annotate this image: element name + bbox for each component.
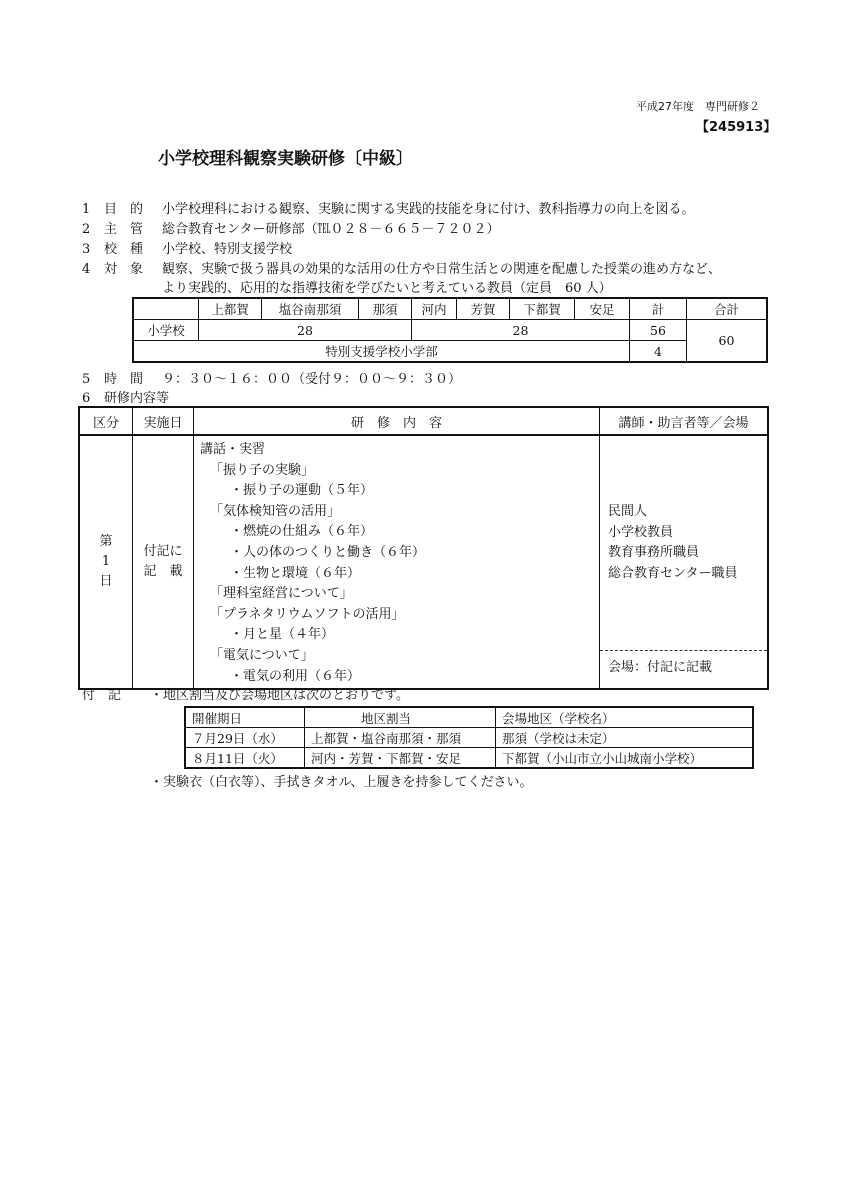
item-text: 小学校理科における観察、実験に関する実践的技能を身に付け、教科指導力の向上を図る。 [162,202,695,217]
venue-header-row [185,707,753,728]
venue-location: 下都賀（小山市立小山城南小学校） [496,748,754,769]
quota-total: 60 [687,320,768,363]
quota-header: 安足 [575,298,630,320]
date-line: 記 載 [143,564,183,579]
item-target [82,258,721,277]
item-number: 6 [82,391,91,406]
content-line: 「理科室経営について」 [210,586,353,602]
content-line: ・人の体のつくりと働き（６年） [230,544,426,560]
item-purpose [82,198,694,217]
notes-line2: ・実験衣（白衣等）、手拭きタオル、上履きを持参してください。 [150,775,533,790]
day-char: 第 [99,534,113,549]
item-organizer [82,218,499,237]
content-line: ・燃焼の仕組み（６年） [230,524,374,540]
venue-date: ７月29日（水） [185,728,305,748]
venue-districts: 河内・芳賀・下都賀・安足 [305,748,496,769]
header-date: 実施日 [133,407,194,435]
day-label [79,435,133,689]
lecturer-list [608,502,737,584]
quota-header: 塩谷南那須 [262,298,359,320]
quota-row2-label: 特別支援学校小学部 [133,341,630,363]
item-label: 主 管 [104,222,144,237]
item-number: 4 [82,262,91,277]
item-time [82,368,461,387]
item-number: 5 [82,372,91,387]
quota-row-special [133,341,767,363]
item-label: 校 種 [104,242,144,257]
lecturer-item: 教育事務所職員 [608,545,700,560]
lecturer-item: 総合教育センター職員 [608,565,738,581]
header-lecturer: 講師・助言者等／会場 [600,407,769,435]
quota-group2-value: 28 [412,320,630,341]
venue-divider [600,650,767,651]
item-target-continued: より実践的、応用的な指導技術を学びたいと考えている教員（定員 60 人） [162,281,612,296]
day-char: 日 [99,574,113,589]
quota-table [132,297,768,363]
item-text: 観察、実験で扱う器具の効果的な活用の仕方や日常生活との関連を配慮した授業の進め方など、 [162,262,722,277]
lecturer-item: 小学校教員 [608,524,674,540]
quota-header: 上都賀 [199,298,262,320]
item-text: 総合教育センター研修部（℡０２８－６６５－７２０２） [162,222,500,237]
venue-row [185,748,753,769]
item-text: 小学校、特別支援学校 [162,242,293,257]
item-label: 目 的 [104,202,144,217]
content-line: ・振り子の運動（５年） [230,483,374,499]
item-content-heading [82,387,169,406]
lecturer-item: 民間人 [608,504,648,519]
item-label: 時 間 [104,372,144,387]
header-kubun: 区分 [79,407,133,435]
schedule-header-row [79,407,768,435]
quota-row2-value: 4 [630,341,687,363]
venue-header: 開催期日 [185,707,305,728]
notes-line1: ・地区割当及び会場地区は次のとおりです。 [150,688,409,703]
item-text: 研修内容等 [104,391,170,406]
item-number: 2 [82,222,91,237]
quota-header: 芳賀 [457,298,510,320]
quota-group1-value: 28 [199,320,412,341]
page-title: 小学校理科観察実験研修〔中級〕 [158,149,413,169]
venue-districts: 上都賀・塩谷南那須・那須 [305,728,496,748]
date-line: 付記に [143,544,183,559]
quota-subtotal: 56 [630,320,687,341]
venue-row [185,728,753,748]
venue-header: 地区割当 [305,707,496,728]
content-line: ・電気の利用（６年） [230,668,361,684]
content-line: ・月と星（４年） [230,627,335,643]
quota-header: 計 [630,298,687,320]
item-number: 1 [82,202,91,217]
quota-header: 河内 [412,298,457,320]
course-code: 【245913】 [696,120,777,135]
content-cell [194,435,600,689]
schedule-table [78,406,769,690]
content-line: 「気体検知管の活用」 [210,503,341,519]
content-line: 講話・実習 [200,442,266,457]
day-char: 1 [101,554,111,569]
quota-header: 合計 [687,298,768,320]
lecturer-cell [600,435,769,689]
content-line: 「電気について」 [210,647,314,663]
item-school-type [82,238,292,257]
venue-table [184,706,754,769]
item-number: 3 [82,242,91,257]
quota-row-elementary [133,320,767,341]
schedule-row-day1 [79,435,768,689]
item-label: 対 象 [104,262,144,277]
quota-header: 下都賀 [510,298,575,320]
program-line: 平成27年度 専門研修２ [636,100,760,113]
content-line: 「振り子の実験」 [210,462,315,478]
quota-row-label: 小学校 [133,320,199,341]
item-text: ９：３０～１６：００（受付９：００～９：３０） [162,372,462,387]
quota-corner [133,298,199,320]
quota-header-row [133,298,767,320]
venue-text: 会場：付記に記載 [608,660,713,675]
date-cell [133,435,194,689]
venue-location: 那須（学校は未定） [496,728,754,748]
notes-label: 付 記 [82,688,122,703]
content-line: ・生物と環境（６年） [230,565,361,581]
venue-header: 会場地区（学校名） [496,707,754,728]
content-line: 「プラネタリウムソフトの活用」 [210,606,405,622]
venue-date: ８月11日（火） [185,748,305,769]
quota-header: 那須 [359,298,412,320]
header-content: 研 修 内 容 [194,407,600,435]
